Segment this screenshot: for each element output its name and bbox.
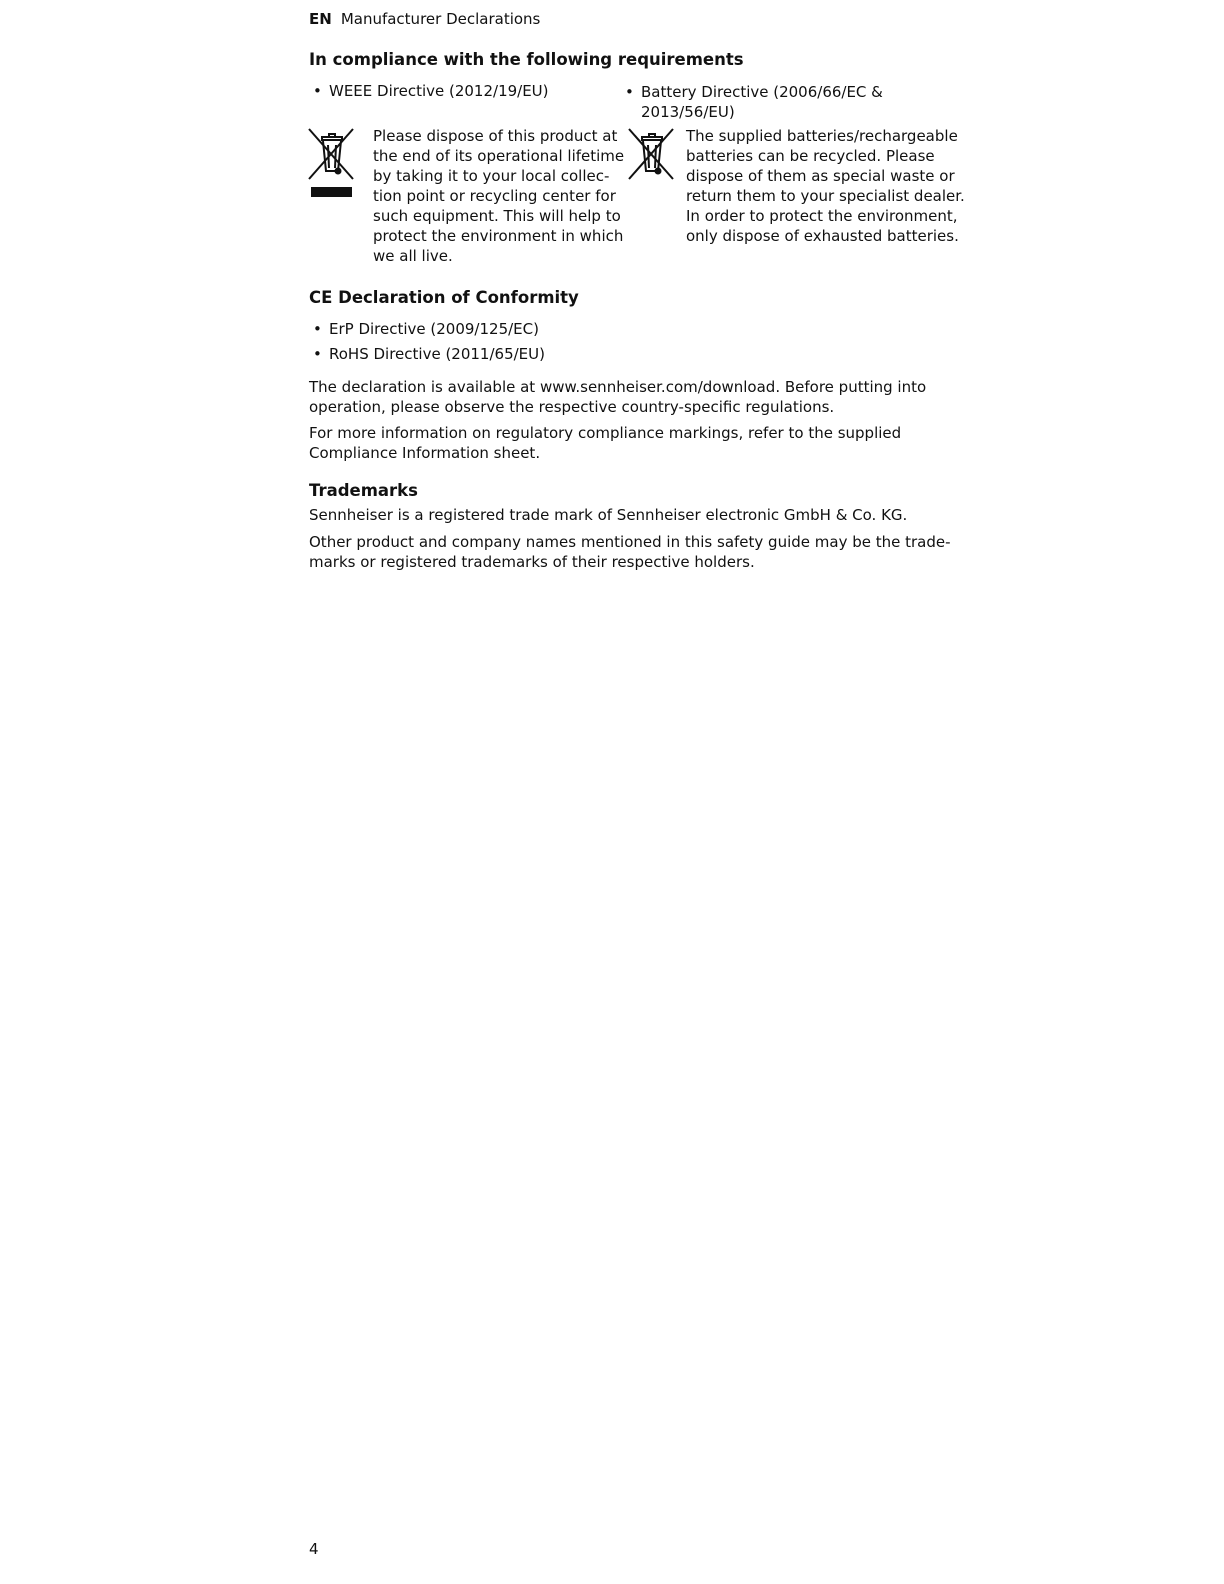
- compliance-info-paragraph: [309, 423, 969, 463]
- battery-directive-line-1: Battery Directive (2006/66/EC &: [641, 83, 883, 101]
- trademark-paragraph-2: [309, 532, 969, 572]
- battery-line: dispose of them as special waste or: [686, 167, 955, 185]
- page-number: 4: [309, 1540, 319, 1558]
- battery-directive-line-2: 2013/56/EU): [641, 103, 735, 121]
- battery-line: only dispose of exhausted batteries.: [686, 227, 959, 245]
- declaration-line: The declaration is available at www.sennheiser.com/download. Before putting into: [309, 378, 927, 396]
- battery-description: [686, 126, 976, 246]
- compliance-heading: In compliance with the following requirements: [309, 50, 744, 69]
- trademark-paragraph-1: Sennheiser is a registered trade mark of Sennheiser electronic GmbH & Co. KG.: [309, 506, 908, 524]
- language-code: EN: [309, 10, 332, 28]
- weee-line: tion point or recycling center for: [373, 187, 616, 205]
- battery-line: The supplied batteries/rechargeable: [686, 127, 958, 145]
- declaration-line: operation, please observe the respective country-specific regulations.: [309, 398, 835, 416]
- trademark-line: marks or registered trademarks of their respective holders.: [309, 553, 755, 571]
- ce-heading: CE Declaration of Conformity: [309, 288, 579, 307]
- battery-line: In order to protect the environment,: [686, 207, 958, 225]
- battery-line: return them to your specialist dealer.: [686, 187, 965, 205]
- weee-line: Please dispose of this product at: [373, 127, 618, 145]
- crossed-out-wheelie-bin-icon: [627, 127, 677, 183]
- header-title: Manufacturer Declarations: [340, 10, 541, 28]
- compliance-info-line: For more information on regulatory compliance markings, refer to the supplied: [309, 424, 902, 442]
- weee-directive-item: • WEEE Directive (2012/19/EU): [329, 81, 549, 101]
- trademarks-heading: Trademarks: [309, 481, 418, 500]
- compliance-info-line: Compliance Information sheet.: [309, 444, 541, 462]
- declaration-paragraph: [309, 377, 969, 417]
- weee-line: such equipment. This will help to: [373, 207, 621, 225]
- page-header: [309, 9, 540, 29]
- weee-line: we all live.: [373, 247, 453, 265]
- weee-description: [373, 126, 633, 266]
- weee-line: the end of its operational lifetime: [373, 147, 625, 165]
- weee-line: protect the environment in which: [373, 227, 624, 245]
- battery-line: batteries can be recycled. Please: [686, 147, 935, 165]
- battery-directive-item: [641, 82, 883, 122]
- crossed-out-wheelie-bin-icon: [307, 127, 357, 199]
- erp-directive-item: • ErP Directive (2009/125/EC): [329, 319, 539, 339]
- weee-line: by taking it to your local collec-: [373, 167, 610, 185]
- rohs-directive-item: • RoHS Directive (2011/65/EU): [329, 344, 545, 364]
- trademark-line: Other product and company names mentioned in this safety guide may be the trade-: [309, 533, 951, 551]
